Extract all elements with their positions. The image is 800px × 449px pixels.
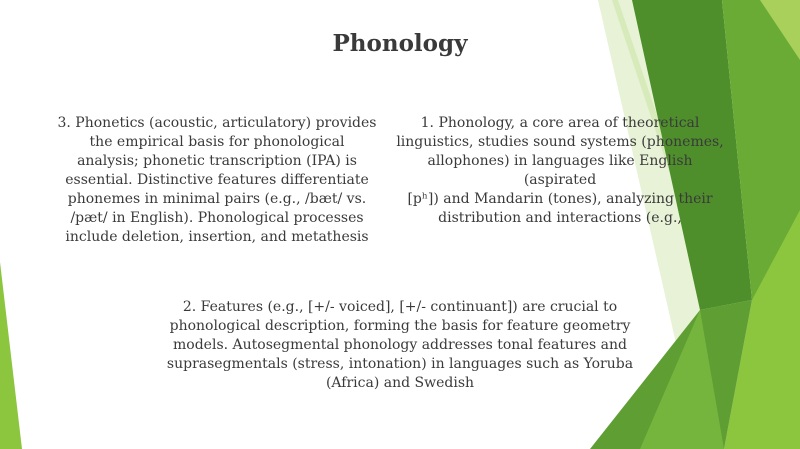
slide-title: Phonology xyxy=(332,30,468,57)
text-block-phonetics: 3. Phonetics (acoustic, articulatory) provides the empirical basis for phonological analysis; phonetic transcription (IPA) is essential. Distinctive features differentiate phonemes in minimal pairs (e.g., /bæt/ vs. /pæt/ in English). Phonological processes include deletion, insertion, and metathesis xyxy=(57,115,377,245)
left-green-strip xyxy=(0,262,22,449)
text-block-features: 2. Features (e.g., [+/- voiced], [+/- continuant]) are crucial to phonological description, forming the basis for feature geometry models. Autosegmental phonology addresses tonal features and suprasegmentals (stress, intonation) in languages such as Yoruba (Africa) and Swedish xyxy=(166,299,634,391)
text-block-phonology-intro: 1. Phonology, a core area of theoretical linguistics, studies sound systems (phonemes, allophones) in languages like English (aspirated [pʰ]) and Mandarin (tones), analyzing their distribution and interactions (e.g., xyxy=(396,115,724,226)
